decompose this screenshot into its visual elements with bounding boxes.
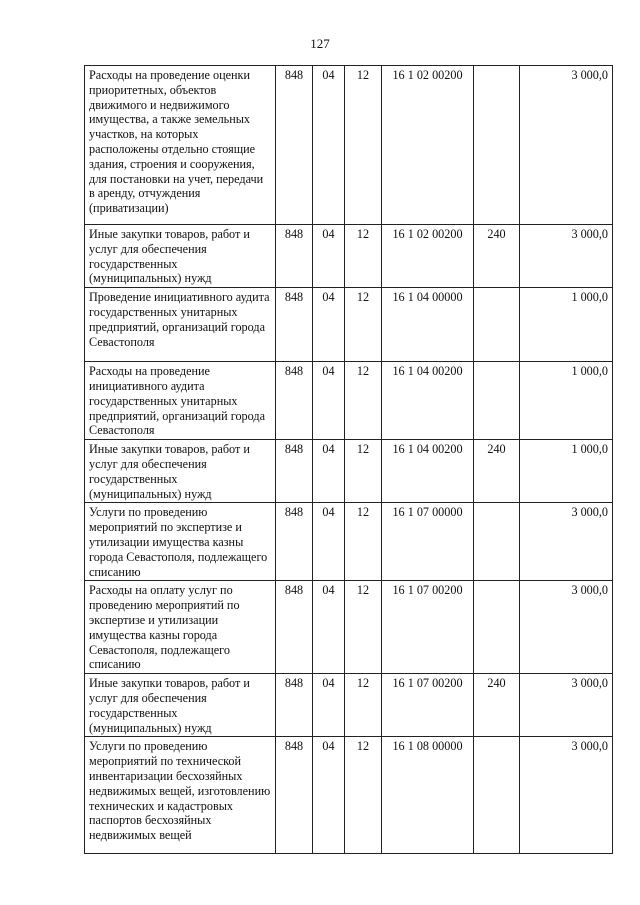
item-name-cell: Услуги по проведению мероприятий по экспертизе и утилизации имущества казны города Севастополя, подлежащего списанию xyxy=(85,503,276,581)
ministry-code-cell: 848 xyxy=(276,581,313,674)
subsection-code-cell: 12 xyxy=(345,288,382,362)
amount-cell: 1 000,0 xyxy=(520,288,613,362)
amount-cell: 3 000,0 xyxy=(520,503,613,581)
expense-type-cell: 240 xyxy=(474,674,520,737)
section-code-cell: 04 xyxy=(313,225,345,288)
target-article-cell: 16 1 02 00200 xyxy=(382,66,474,225)
target-article-cell: 16 1 08 00000 xyxy=(382,737,474,854)
expense-type-cell xyxy=(474,362,520,440)
item-name-cell: Расходы на проведение инициативного аудита государственных унитарных предприятий, организаций города Севастополя xyxy=(85,362,276,440)
section-code-cell: 04 xyxy=(313,737,345,854)
item-name-cell: Расходы на оплату услуг по проведению мероприятий по экспертизе и утилизации имущества казны города Севастополя, подлежащего списанию xyxy=(85,581,276,674)
table-body xyxy=(85,66,613,854)
table-row xyxy=(85,225,613,288)
target-article-cell: 16 1 04 00200 xyxy=(382,440,474,503)
table-row xyxy=(85,503,613,581)
amount-cell: 3 000,0 xyxy=(520,581,613,674)
expense-type-cell: 240 xyxy=(474,440,520,503)
expense-type-cell xyxy=(474,737,520,854)
target-article-cell: 16 1 07 00200 xyxy=(382,581,474,674)
subsection-code-cell: 12 xyxy=(345,362,382,440)
section-code-cell: 04 xyxy=(313,674,345,737)
section-code-cell: 04 xyxy=(313,288,345,362)
item-name-cell: Иные закупки товаров, работ и услуг для обеспечения государственных (муниципальных) нужд xyxy=(85,440,276,503)
ministry-code-cell: 848 xyxy=(276,440,313,503)
subsection-code-cell: 12 xyxy=(345,66,382,225)
amount-cell: 1 000,0 xyxy=(520,440,613,503)
expense-type-cell: 240 xyxy=(474,225,520,288)
amount-cell: 3 000,0 xyxy=(520,674,613,737)
ministry-code-cell: 848 xyxy=(276,66,313,225)
target-article-cell: 16 1 07 00200 xyxy=(382,674,474,737)
expense-type-cell xyxy=(474,581,520,674)
table-row xyxy=(85,362,613,440)
expense-type-cell xyxy=(474,66,520,225)
amount-cell: 1 000,0 xyxy=(520,362,613,440)
amount-cell: 3 000,0 xyxy=(520,66,613,225)
subsection-code-cell: 12 xyxy=(345,581,382,674)
ministry-code-cell: 848 xyxy=(276,737,313,854)
target-article-cell: 16 1 04 00000 xyxy=(382,288,474,362)
target-article-cell: 16 1 02 00200 xyxy=(382,225,474,288)
table-row xyxy=(85,288,613,362)
section-code-cell: 04 xyxy=(313,66,345,225)
item-name-cell: Проведение инициативного аудита государственных унитарных предприятий, организаций города Севастополя xyxy=(85,288,276,362)
subsection-code-cell: 12 xyxy=(345,737,382,854)
ministry-code-cell: 848 xyxy=(276,362,313,440)
table-row xyxy=(85,440,613,503)
subsection-code-cell: 12 xyxy=(345,225,382,288)
table-row xyxy=(85,737,613,854)
expense-type-cell xyxy=(474,288,520,362)
subsection-code-cell: 12 xyxy=(345,503,382,581)
section-code-cell: 04 xyxy=(313,440,345,503)
ministry-code-cell: 848 xyxy=(276,674,313,737)
target-article-cell: 16 1 07 00000 xyxy=(382,503,474,581)
page-number: 127 xyxy=(310,36,330,51)
amount-cell: 3 000,0 xyxy=(520,225,613,288)
item-name-cell: Расходы на проведение оценки приоритетных, объектов движимого и недвижимого имущества, а также земельных участков, на которых расположены отдельно стоящие здания, строения и сооружения, для постановки на учет, передачи в аренду, отчуждения (приватизации) xyxy=(85,66,276,225)
item-name-cell: Иные закупки товаров, работ и услуг для обеспечения государственных (муниципальных) нужд xyxy=(85,225,276,288)
subsection-code-cell: 12 xyxy=(345,674,382,737)
section-code-cell: 04 xyxy=(313,581,345,674)
expense-type-cell xyxy=(474,503,520,581)
item-name-cell: Услуги по проведению мероприятий по технической инвентаризации бесхозяйных недвижимых вещей, изготовлению технических и кадастровых паспортов бесхозяйных недвижимых вещей xyxy=(85,737,276,854)
ministry-code-cell: 848 xyxy=(276,225,313,288)
ministry-code-cell: 848 xyxy=(276,288,313,362)
item-name-cell: Иные закупки товаров, работ и услуг для обеспечения государственных (муниципальных) нужд xyxy=(85,674,276,737)
section-code-cell: 04 xyxy=(313,362,345,440)
budget-table xyxy=(84,65,613,854)
table-row xyxy=(85,581,613,674)
amount-cell: 3 000,0 xyxy=(520,737,613,854)
section-code-cell: 04 xyxy=(313,503,345,581)
ministry-code-cell: 848 xyxy=(276,503,313,581)
table-row xyxy=(85,674,613,737)
table-row xyxy=(85,66,613,225)
subsection-code-cell: 12 xyxy=(345,440,382,503)
target-article-cell: 16 1 04 00200 xyxy=(382,362,474,440)
